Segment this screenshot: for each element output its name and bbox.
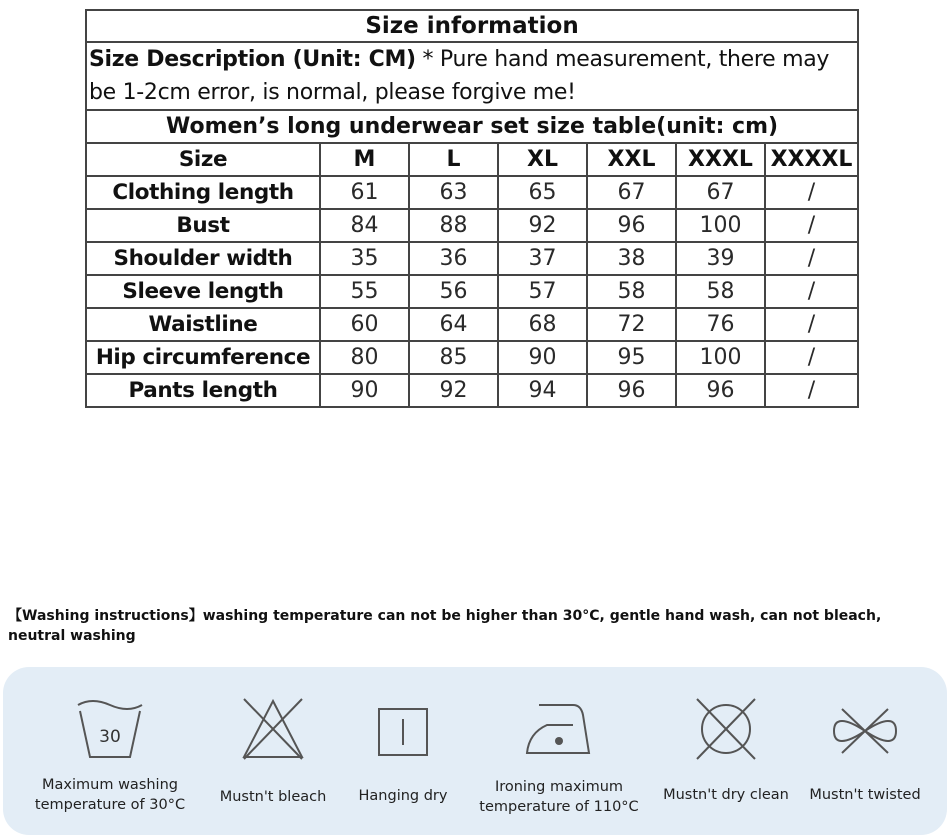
no-dry-clean-icon — [691, 695, 761, 763]
table-cell: 92 — [409, 374, 498, 407]
size-header-row — [86, 143, 858, 176]
care-item-iron — [469, 667, 649, 835]
table-cell: 95 — [587, 341, 676, 374]
table-cell: 76 — [676, 308, 765, 341]
washing-instructions — [8, 606, 908, 646]
table-cell: 65 — [498, 176, 587, 209]
table-cell: 94 — [498, 374, 587, 407]
table-cell: / — [765, 341, 858, 374]
table-cell: 96 — [587, 209, 676, 242]
care-label-line: temperature of 110°C — [479, 799, 639, 815]
table-cell: / — [765, 275, 858, 308]
table-cell: 90 — [498, 341, 587, 374]
table-row — [86, 341, 858, 374]
table-cell: 100 — [676, 341, 765, 374]
care-label — [343, 786, 463, 806]
row-label: Sleeve length — [86, 275, 320, 308]
row-label: Pants length — [86, 374, 320, 407]
care-label-line: Mustn't twisted — [809, 787, 921, 803]
size-col-header: M — [320, 143, 409, 176]
table-cell: / — [765, 242, 858, 275]
table-cell: 90 — [320, 374, 409, 407]
care-item-hanging-dry — [343, 667, 463, 835]
table-cell: 84 — [320, 209, 409, 242]
row-label: Waistline — [86, 308, 320, 341]
table-cell: / — [765, 209, 858, 242]
table-cell: 57 — [498, 275, 587, 308]
care-item-no-wring — [797, 667, 933, 835]
table-cell: / — [765, 374, 858, 407]
table-cell: 58 — [587, 275, 676, 308]
size-header-label: Size — [86, 143, 320, 176]
table-row — [86, 275, 858, 308]
table-cell: 92 — [498, 209, 587, 242]
care-label — [655, 785, 797, 805]
care-label-line: Mustn't dry clean — [663, 787, 789, 803]
care-symbols-panel — [3, 667, 947, 835]
care-item-no-dry-clean — [655, 667, 797, 835]
row-label: Shoulder width — [86, 242, 320, 275]
care-label-line: Ironing maximum — [494, 779, 624, 795]
size-table — [85, 9, 859, 408]
table-cell: 100 — [676, 209, 765, 242]
table-cell: 38 — [587, 242, 676, 275]
size-description-text: * Pure hand measurement, there may be 1-2cm error, is normal, please forgive me! — [89, 47, 830, 105]
table-cell: 60 — [320, 308, 409, 341]
table-cell: 37 — [498, 242, 587, 275]
table-cell: 80 — [320, 341, 409, 374]
table-cell: 58 — [676, 275, 765, 308]
table-cell: 39 — [676, 242, 765, 275]
care-label-line: temperature of 30°C — [34, 797, 186, 813]
table-cell: 56 — [409, 275, 498, 308]
table-cell: 55 — [320, 275, 409, 308]
hanging-dry-icon — [375, 695, 431, 763]
no-bleach-icon — [238, 695, 308, 763]
table-subtitle: Women’s long underwear set size table(unit: cm) — [86, 110, 858, 143]
care-item-wash — [15, 667, 205, 835]
table-cell: 72 — [587, 308, 676, 341]
size-col-header: XXXL — [676, 143, 765, 176]
size-col-header: L — [409, 143, 498, 176]
row-label: Clothing length — [86, 176, 320, 209]
table-cell: 96 — [587, 374, 676, 407]
size-col-header: XXXXL — [765, 143, 858, 176]
care-label-line: Maximum washing — [42, 777, 178, 793]
care-label-line: Mustn't bleach — [219, 789, 327, 805]
care-label — [15, 775, 205, 815]
table-cell: 64 — [409, 308, 498, 341]
table-cell: / — [765, 308, 858, 341]
table-cell: 96 — [676, 374, 765, 407]
table-row — [86, 374, 858, 407]
iron-icon — [523, 695, 595, 763]
care-label — [797, 785, 933, 805]
table-title: Size information — [86, 10, 858, 42]
care-label — [203, 787, 343, 807]
wash-temperature-text: 30 — [99, 727, 121, 747]
table-cell: 68 — [498, 308, 587, 341]
table-cell: 61 — [320, 176, 409, 209]
table-cell: 88 — [409, 209, 498, 242]
washing-instructions-line: neutral washing — [8, 628, 136, 644]
size-description-bold: Size Description (Unit: CM) — [89, 47, 416, 72]
table-cell: 85 — [409, 341, 498, 374]
care-item-no-bleach — [203, 667, 343, 835]
table-cell: 35 — [320, 242, 409, 275]
no-wring-icon — [826, 695, 904, 763]
table-cell: 67 — [676, 176, 765, 209]
table-row — [86, 242, 858, 275]
size-col-header: XL — [498, 143, 587, 176]
row-label: Bust — [86, 209, 320, 242]
wash-30-icon — [72, 695, 148, 763]
washing-instructions-line: 【Washing instructions】washing temperature can not be higher than 30°C, gentle hand wash, can not bleach, — [8, 608, 882, 624]
table-row — [86, 308, 858, 341]
row-label: Hip circumference — [86, 341, 320, 374]
table-row — [86, 176, 858, 209]
table-cell: / — [765, 176, 858, 209]
care-label — [469, 777, 649, 817]
size-description — [86, 42, 858, 110]
table-cell: 36 — [409, 242, 498, 275]
care-label-line: Hanging dry — [358, 788, 448, 804]
table-cell: 63 — [409, 176, 498, 209]
table-row — [86, 209, 858, 242]
size-col-header: XXL — [587, 143, 676, 176]
table-cell: 67 — [587, 176, 676, 209]
